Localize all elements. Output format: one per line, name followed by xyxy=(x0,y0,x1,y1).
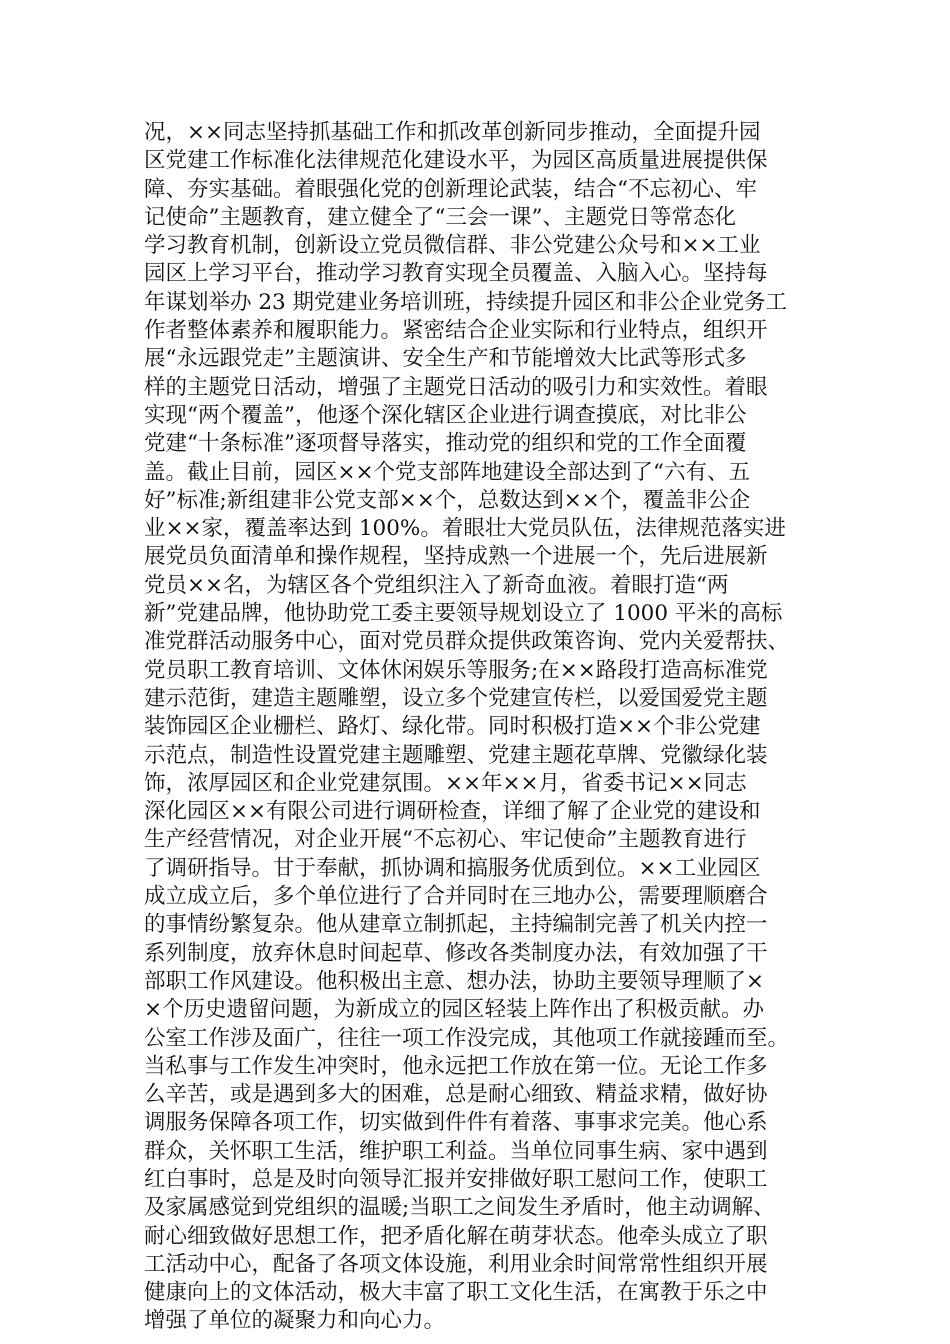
text-line: 党建“十条标准”逐项督导落实，推动党的组织和党的工作全面覆 xyxy=(144,431,747,457)
text-line: 调服务保障各项工作，切实做到件件有着落、事事求完美。他心系 xyxy=(144,1110,768,1136)
text-line: 深化园区××有限公司进行调研检查，详细了解了企业党的建设和 xyxy=(144,799,761,825)
text-line: 工活动中心，配备了各项文体设施，利用业余时间常常性组织开展 xyxy=(144,1251,768,1277)
text-line: 公室工作涉及面广，往往一项工作没完成，其他项工作就接踵而至。 xyxy=(144,1025,790,1051)
text-line: 红白事时，总是及时向领导汇报并安排做好职工慰问工作，使职工 xyxy=(144,1166,768,1192)
text-line: 作者整体素养和履职能力。紧密结合企业实际和行业特点，组织开 xyxy=(144,318,768,344)
text-line: 障、夯实基础。着眼强化党的创新理论武装，结合“不忘初心、牢 xyxy=(144,176,757,202)
text-line: 好”标准;新组建非公党支部××个，总数达到××个，覆盖非公企 xyxy=(144,487,751,513)
text-line: 年谋划举办 23 期党建业务培训班，持续提升园区和非公企业党务工 xyxy=(144,289,788,315)
text-line: 准党群活动服务中心，面对党员群众提供政策咨询、党内关爱帮扶、 xyxy=(144,629,790,655)
text-line: 么辛苦，或是遇到多大的困难，总是耐心细致、精益求精，做好协 xyxy=(144,1082,768,1108)
text-line: 系列制度，放弃休息时间起草、修改各类制度办法，有效加强了干 xyxy=(144,940,768,966)
text-line: 记使命”主题教育，建立健全了“三会一课”、主题党日等常态化 xyxy=(144,204,736,230)
text-line: 新”党建品牌，他协助党工委主要领导规划设立了 1000 平米的高标 xyxy=(144,601,783,627)
text-line: 盖。截止目前，园区××个党支部阵地建设全部达到了“六有、五 xyxy=(144,459,751,485)
text-line: 部职工作风建设。他积极出主意、想办法，协助主要领导理顺了× xyxy=(144,968,765,994)
text-line: 展党员负面清单和操作规程，坚持成熟一个进展一个，先后进展新 xyxy=(144,544,768,570)
body-paragraph xyxy=(144,119,834,1336)
text-line: 实现“两个覆盖”，他逐个深化辖区企业进行调查摸底，对比非公 xyxy=(144,402,747,428)
text-line: ×个历史遗留问题，为新成立的园区轻装上阵作出了积极贡献。办 xyxy=(144,997,765,1023)
text-line: 了调研指导。甘于奉献，抓协调和搞服务优质到位。××工业园区 xyxy=(144,855,761,881)
text-line: 饰，浓厚园区和企业党建氛围。××年××月，省委书记××同志 xyxy=(144,770,747,796)
text-line: 装饰园区企业栅栏、路灯、绿化带。同时积极打造××个非公党建 xyxy=(144,714,761,740)
text-line: 当私事与工作发生冲突时，他永远把工作放在第一位。无论工作多 xyxy=(144,1053,768,1079)
text-line: 样的主题党日活动，增强了主题党日活动的吸引力和实效性。着眼 xyxy=(144,374,768,400)
text-line: 业××家，覆盖率达到 100%。着眼壮大党员队伍，法律规范落实进 xyxy=(144,516,786,542)
text-line: 的事情纷繁复杂。他从建章立制抓起，主持编制完善了机关内控一 xyxy=(144,912,768,938)
text-line: 耐心细致做好思想工作，把矛盾化解在萌芽状态。他牵头成立了职 xyxy=(144,1223,768,1249)
text-line: 及家属感觉到党组织的温暖;当职工之间发生矛盾时，他主动调解、 xyxy=(144,1195,775,1221)
text-line: 生产经营情况，对企业开展“不忘初心、牢记使命”主题教育进行 xyxy=(144,827,747,853)
text-line: 区党建工作标准化法律规范化建设水平，为园区高质量进展提供保 xyxy=(144,148,768,174)
text-line: 园区上学习平台，推动学习教育实现全员覆盖、入脑入心。坚持每 xyxy=(144,261,768,287)
text-line: 况，××同志坚持抓基础工作和抓改革创新同步推动，全面提升园 xyxy=(144,120,761,145)
text-line: 党员职工教育培训、文体休闲娱乐等服务;在××路段打造高标准党 xyxy=(144,657,768,683)
text-line: 群众，关怀职工生活，维护职工利益。当单位同事生病、家中遇到 xyxy=(144,1138,768,1164)
text-line: 建示范街，建造主题雕塑，设立多个党建宣传栏，以爱国爱党主题 xyxy=(144,685,768,711)
text-line: 健康向上的文体活动，极大丰富了职工文化生活，在寓教于乐之中 xyxy=(144,1280,768,1306)
text-line: 增强了单位的凝聚力和向心力。 xyxy=(144,1308,446,1334)
text-line: 学习教育机制，创新设立党员微信群、非公党建公众号和××工业 xyxy=(144,233,761,259)
text-line: 成立成立后，多个单位进行了合并同时在三地办公，需要理顺磨合 xyxy=(144,884,768,910)
text-line: 展“永远跟党走”主题演讲、安全生产和节能增效大比武等形式多 xyxy=(144,346,747,372)
text-line: 党员××名，为辖区各个党组织注入了新奇血液。着眼打造“两 xyxy=(144,572,729,598)
text-line: 示范点，制造性设置党建主题雕塑、党建主题花草牌、党徽绿化装 xyxy=(144,742,768,768)
